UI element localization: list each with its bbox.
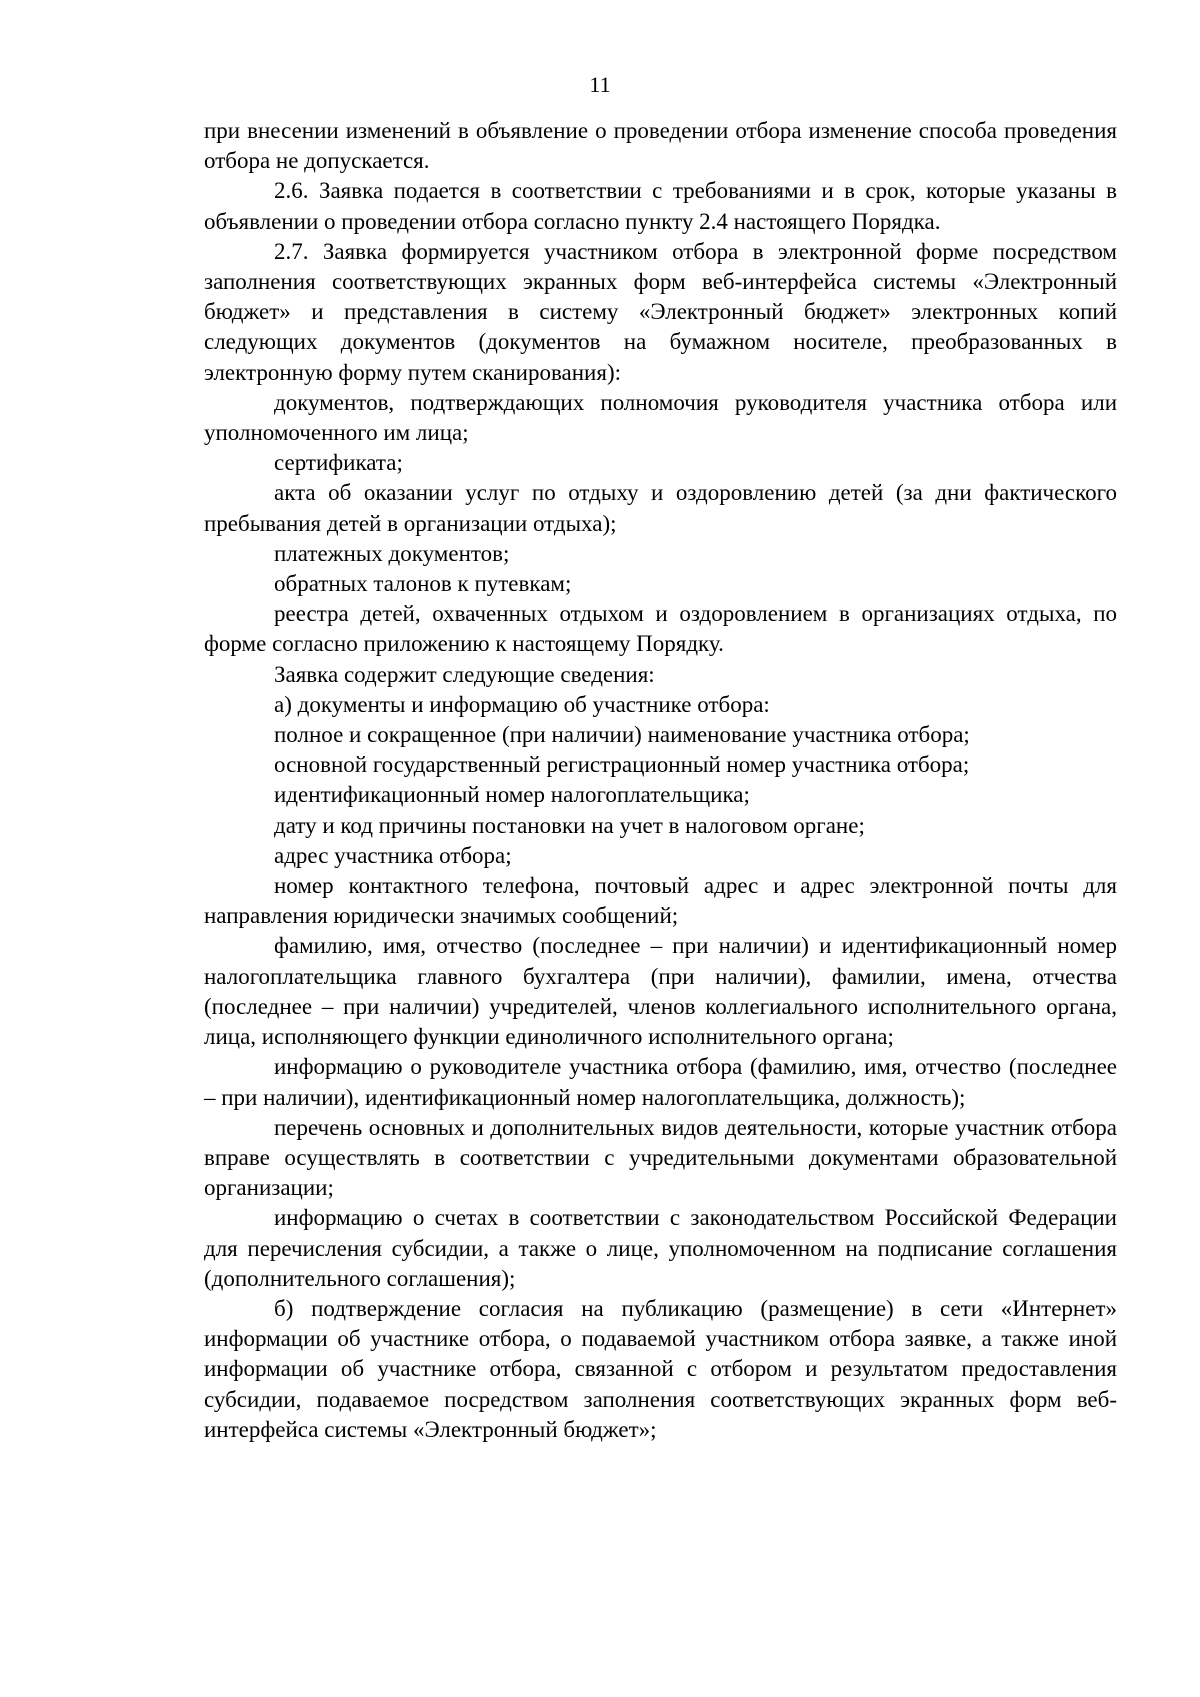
paragraph: идентификационный номер налогоплательщика; bbox=[274, 782, 750, 808]
paragraph: 2.6. Заявка подается в соответствии с требованиями и в срок, которые указаны в объявлении о проведении отбора согласно пункту 2.4 настоящего Порядка. bbox=[204, 178, 1117, 234]
paragraph: а) документы и информацию об участнике отбора: bbox=[274, 691, 770, 717]
paragraph: информацию о счетах в соответствии с законодательством Российской Федерации для перечисления субсидии, а также о лице, уполномоченном на подписание соглашения (дополнительного соглашения); bbox=[204, 1205, 1117, 1291]
paragraph: реестра детей, охваченных отдыхом и оздоровлением в организациях отдыха, по форме согласно приложению к настоящему Порядку. bbox=[204, 601, 1117, 657]
paragraph: перечень основных и дополнительных видов деятельности, которые участник отбора вправе осуществлять в соответствии с учредительными документами образовательной организации; bbox=[204, 1114, 1117, 1201]
paragraph: номер контактного телефона, почтовый адрес и адрес электронной почты для направления юридически значимых сообщений; bbox=[204, 873, 1117, 929]
paragraph: обратных талонов к путевкам; bbox=[274, 571, 572, 597]
paragraph: дату и код причины постановки на учет в налоговом органе; bbox=[274, 812, 865, 838]
paragraph: Заявка содержит следующие сведения: bbox=[274, 661, 655, 687]
paragraph: основной государственный регистрационный номер участника отбора; bbox=[274, 752, 970, 778]
paragraph: платежных документов; bbox=[274, 540, 510, 566]
page-number: 11 bbox=[589, 72, 611, 97]
paragraph: адрес участника отбора; bbox=[274, 842, 512, 868]
paragraph: акта об оказании услуг по отдыху и оздоровлению детей (за дни фактического пребывания детей в организации отдыха); bbox=[204, 480, 1117, 536]
paragraph: полное и сокращенное (при наличии) наименование участника отбора; bbox=[274, 722, 970, 748]
paragraph: сертификата; bbox=[274, 450, 403, 476]
paragraph: информацию о руководителе участника отбора (фамилию, имя, отчество (последнее – при наличии), идентификационный номер налогоплательщика, должность); bbox=[204, 1054, 1117, 1110]
paragraph: б) подтверждение согласия на публикацию (размещение) в сети «Интернет» информации об участнике отбора, о подаваемой участником отбора заявке, а также иной информации об участнике отбора, связанной с отбором и результатом предоставления субсидии, подаваемое посредством заполнения соответствующих экранных форм веб-интерфейса системы «Электронный бюджет»; bbox=[204, 1295, 1117, 1442]
paragraph: 2.7. Заявка формируется участником отбора в электронной форме посредством заполнения соответствующих экранных форм веб-интерфейса системы «Электронный бюджет» и представления в систему «Электронный бюджет» электронных копий следующих документов (документов на бумажном носителе, преобразованных в электронную форму путем сканирования): bbox=[204, 238, 1117, 385]
paragraph: фамилию, имя, отчество (последнее – при наличии) и идентификационный номер налогоплательщика главного бухгалтера (при наличии), фамилии, имена, отчества (последнее – при наличии) учредителей, членов коллегиального исполнительного органа, лица, исполняющего функции единоличного исполнительного органа; bbox=[204, 933, 1117, 1050]
document-body bbox=[204, 116, 1117, 1445]
paragraph: документов, подтверждающих полномочия руководителя участника отбора или уполномоченного им лица; bbox=[204, 389, 1117, 446]
paragraph: при внесении изменений в объявление о проведении отбора изменение способа проведения отбора не допускается. bbox=[204, 118, 1117, 174]
